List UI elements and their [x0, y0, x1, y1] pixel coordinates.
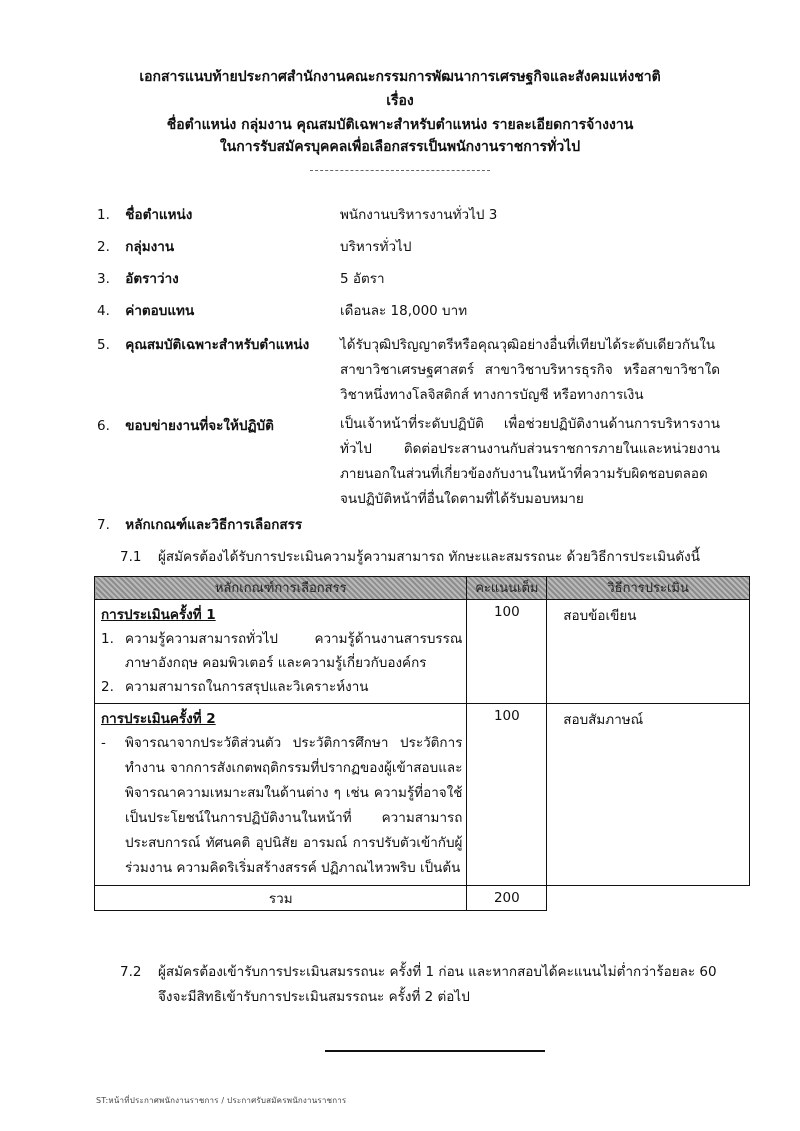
table-row [95, 600, 750, 704]
item-label: ชื่อตำแหน่ง [125, 207, 193, 223]
total-label: รวม [95, 886, 467, 911]
item-qualifications [97, 334, 309, 356]
table-row [95, 704, 750, 886]
header-subject-label: เรื่อง [386, 93, 414, 109]
item-number: 5. [97, 337, 110, 353]
header-subject-cont: ในการรับสมัครบุคคลเพื่อเลือกสรรเป็นพนักงานราชการทั่วไป [219, 139, 581, 155]
closing-line [325, 1050, 545, 1052]
item-vacancies [97, 268, 179, 290]
round-2-method: สอบสัมภาษณ์ [547, 704, 750, 886]
item-label: อัตราว่าง [125, 271, 179, 287]
section-7-2-number: 7.2 [120, 964, 142, 980]
item-label: ขอบข่ายงานที่จะให้ปฏิบัติ [125, 418, 274, 434]
section-7-1 [120, 547, 700, 567]
header-method: วิธีการประเมิน [547, 577, 750, 600]
header-subject: ชื่อตำแหน่ง กลุ่มงาน คุณสมบัติเฉพาะสำหรับตำแหน่ง รายละเอียดการจ้างงาน [166, 117, 634, 133]
list-text: พิจารณาจากประวัติส่วนตัว ประวัติการศึกษา ประวัติการทำงาน จากการสังเกตพฤติกรรมที่ปรากฏของผู้เข้าสอบและพิจารณาความเหมาะสมในด้านต่าง ๆ เช่น ความรู้ที่อาจใช้เป็นประโยชน์ในการปฏิบัติงานในหน้าที่ ความสามารถ ประสบการณ์ ทัศนคติ อุปนิสัย อารมณ์ การปรับตัวเข้ากับผู้ร่วมงาน ความคิดริเริ่มสร้างสรรค์ ปฏิภาณไหวพริบ เป็นต้น [125, 735, 463, 876]
list-item [101, 627, 462, 675]
round-1-criteria [95, 600, 467, 704]
round-1-score: 100 [467, 600, 547, 704]
list-marker: 2. [101, 679, 114, 695]
list-text: ความสามารถในการสรุปและวิเคราะห์งาน [125, 679, 369, 695]
round-1-title: การประเมินครั้งที่ 1 [101, 607, 216, 623]
item-position-name-value: พนักงานบริหารงานทั่วไป 3 [340, 207, 498, 223]
item-job-group [97, 236, 174, 258]
item-label: กลุ่มงาน [125, 239, 175, 255]
table-header-row [95, 577, 750, 600]
round-2-score: 100 [467, 704, 547, 886]
item-compensation-value: เดือนละ 18,000 บาท [340, 303, 468, 319]
list-marker: 1. [101, 631, 114, 647]
item-label: หลักเกณฑ์และวิธีการเลือกสรร [125, 517, 303, 533]
section-7-2-text: ผู้สมัครต้องเข้ารับการประเมินสมรรถนะ ครั้งที่ 1 ก่อน และหากสอบได้คะแนนไม่ต่ำกว่าร้อยละ 60 จึงจะมีสิทธิเข้ารับการประเมินสมรรถนะ ครั้งที่ 2 ต่อไป [158, 964, 717, 1005]
criteria-table [94, 576, 750, 911]
header-criteria: หลักเกณฑ์การเลือกสรร [95, 577, 467, 600]
round-2-criteria [95, 704, 467, 886]
item-compensation [97, 300, 194, 322]
header-full-score: คะแนนเต็ม [467, 577, 547, 600]
item-job-scope-value: เป็นเจ้าหน้าที่ระดับปฏิบัติ เพื่อช่วยปฏิบัติงานด้านการบริหารงานทั่วไป ติดต่อประสานงานกับส่วนราชการภายในและหน่วยงานภายนอกในส่วนที่เกี่ยวข้องกับงานในหน้าที่ความรับผิดชอบตลอดจนปฏิบัติหน้าที่อื่นใดตามที่ได้รับมอบหมาย [340, 416, 720, 507]
item-qualifications-value: ได้รับวุฒิปริญญาตรีหรือคุณวุฒิอย่างอื่นที่เทียบได้ระดับเดียวกันในสาขาวิชาเศรษฐศาสตร์ สาขาวิชาบริหารธุรกิจ หรือสาขาวิชาใดวิชาหนึ่งทางโลจิสติกส์ ทางการบัญชี หรือทางการเงิน [340, 337, 720, 403]
item-vacancies-value: 5 อัตรา [340, 271, 385, 287]
section-7-1-number: 7.1 [120, 549, 142, 565]
item-label: ค่าตอบแทน [125, 303, 195, 319]
item-number: 6. [97, 418, 110, 434]
list-text: ความรู้ความสามารถทั่วไป ความรู้ด้านงานสารบรรณ ภาษาอังกฤษ คอมพิวเตอร์ และความรู้เกี่ยวกับองค์กร [125, 631, 463, 671]
item-position-name [97, 204, 192, 226]
item-job-group-value: บริหารทั่วไป [340, 239, 412, 255]
item-number: 4. [97, 303, 110, 319]
section-7-1-text: ผู้สมัครต้องได้รับการประเมินความรู้ความสามารถ ทักษะและสมรรถนะ ด้วยวิธีการประเมินดังนี้ [158, 549, 700, 565]
round-2-title: การประเมินครั้งที่ 2 [101, 711, 216, 727]
header-divider [310, 170, 490, 171]
item-number: 3. [97, 271, 110, 287]
round-1-method: สอบข้อเขียน [547, 600, 750, 704]
table-total-row [95, 886, 750, 911]
item-number: 1. [97, 207, 110, 223]
total-score: 200 [467, 886, 547, 911]
list-marker: - [101, 735, 106, 751]
list-item [101, 731, 462, 881]
item-label: คุณสมบัติเฉพาะสำหรับตำแหน่ง [125, 337, 310, 353]
footer-file-path: ST:หน้าที่ประกาศพนักงานราชการ / ประกาศรับสมัครพนักงานราชการ [96, 1096, 347, 1105]
item-number: 7. [97, 517, 110, 533]
item-job-scope [97, 415, 274, 437]
item-number: 2. [97, 239, 110, 255]
total-blank [547, 886, 750, 911]
header-agency: เอกสารแนบท้ายประกาศสำนักงานคณะกรรมการพัฒนาการเศรษฐกิจและสังคมแห่งชาติ [139, 69, 661, 85]
section-7-2 [120, 960, 720, 1010]
item-selection-criteria [97, 514, 302, 536]
list-item [101, 675, 462, 699]
